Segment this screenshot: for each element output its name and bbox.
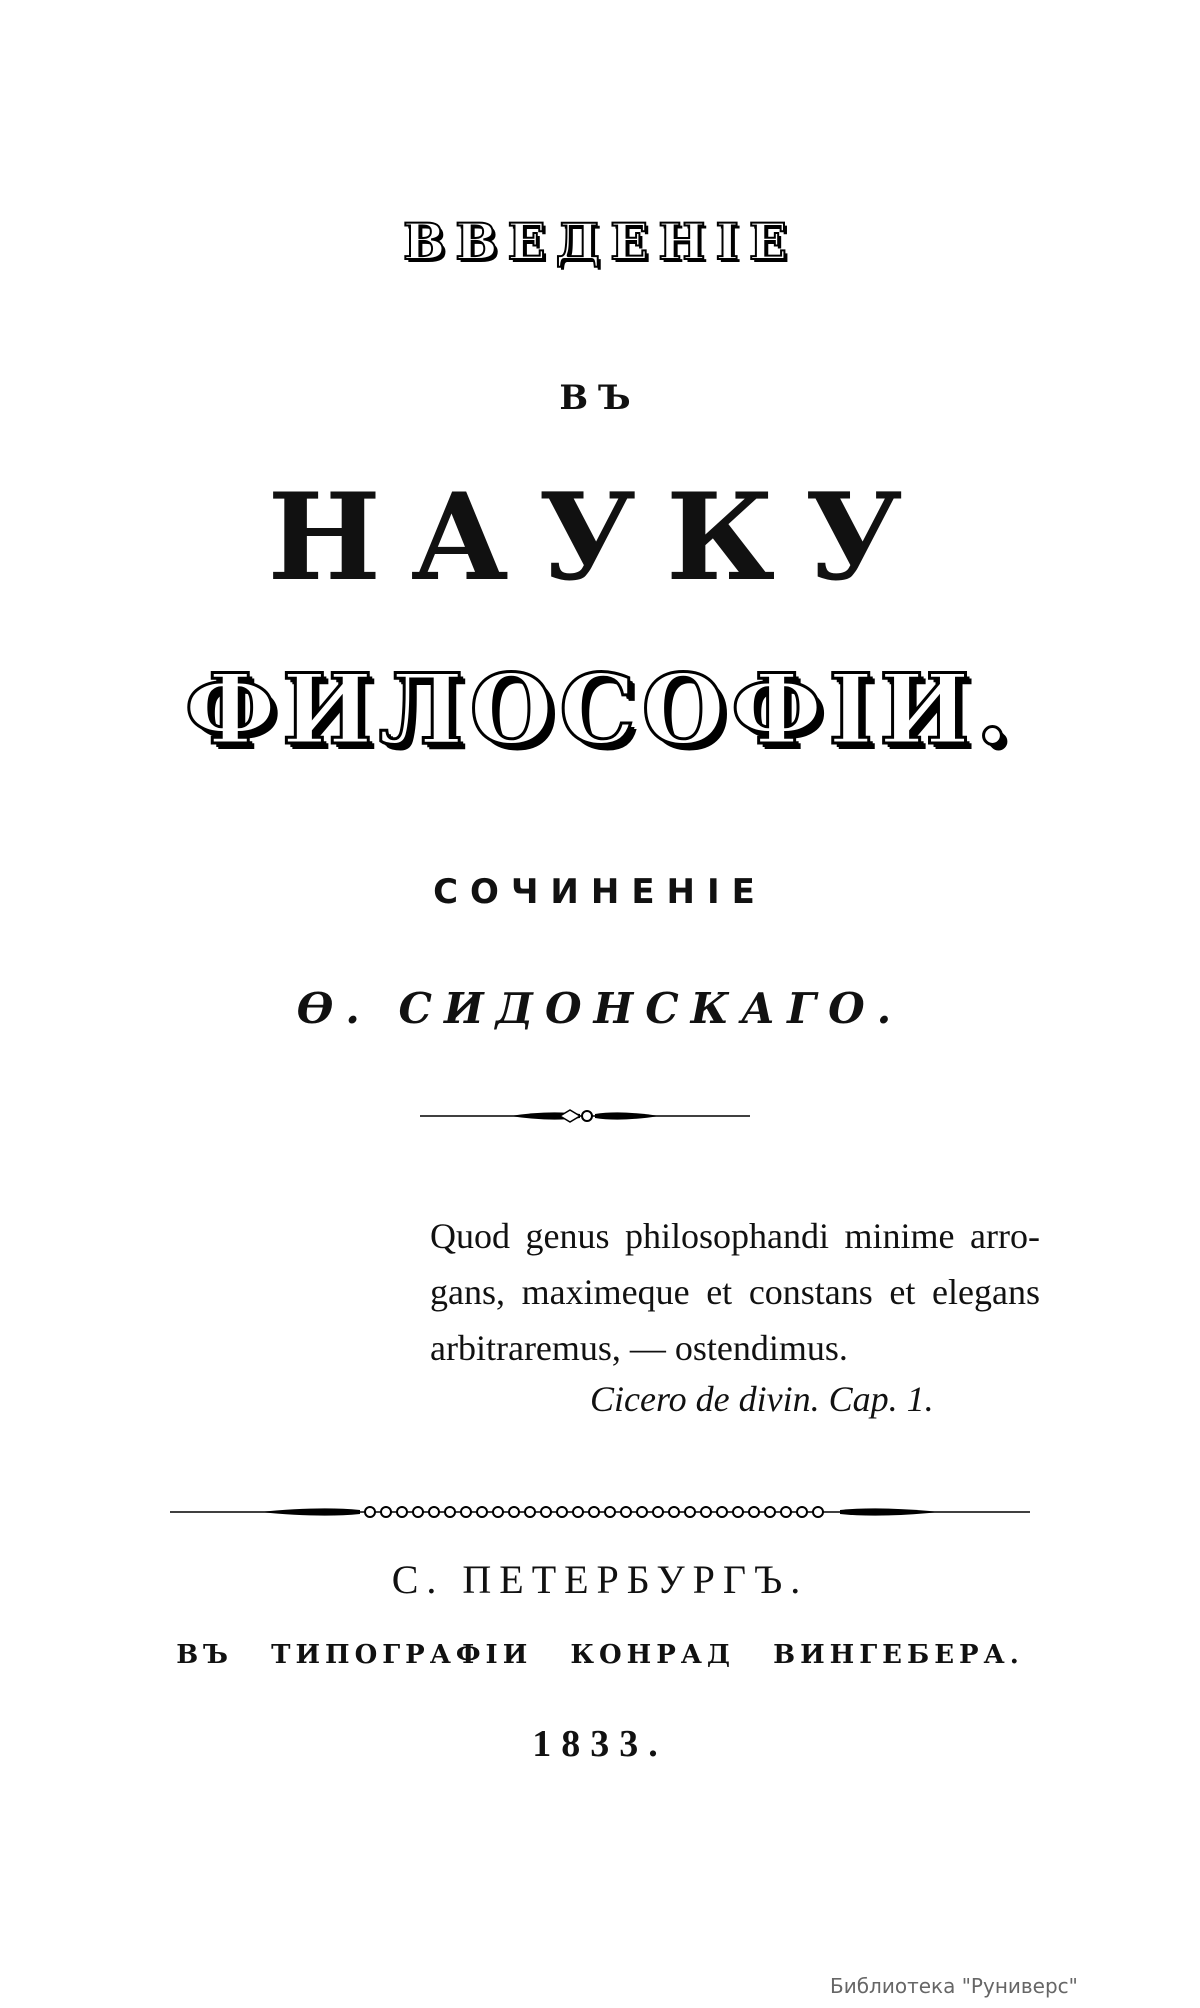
epigraph-line: Quod genus philosophandi minime arro- <box>430 1216 1040 1256</box>
author-name: Ѳ. СИДОНСКАГО. <box>296 984 904 1033</box>
imprint-year: 1833. <box>532 1723 668 1765</box>
title-line-philosophy: ФИЛОСОФІИ. <box>184 653 1016 766</box>
epigraph-line: arbitraremus, — ostendimus. <box>430 1328 848 1368</box>
epigraph-citation: Cicero de divin. Cap. 1. <box>590 1379 934 1419</box>
title-line-science: НАУКУ <box>267 467 933 608</box>
epigraph-line: gans, maximeque et constans et elegans <box>430 1272 1040 1312</box>
library-watermark: Библиотека "Руниверс" <box>830 1974 1078 1998</box>
title-line-into: ВЪ <box>559 378 641 418</box>
imprint-press: ВЪ ТИПОГРАФІИ КОНРАД ВИНГЕБЕРА. <box>176 1640 1024 1670</box>
ornamental-rule-bottom <box>170 1502 1030 1522</box>
composition-label: СОЧИНЕНІЕ <box>433 872 767 912</box>
imprint-city: С. ПЕТЕРБУРГЪ. <box>391 1557 809 1602</box>
epigraph <box>430 1208 1040 1376</box>
ornamental-rule-top <box>420 1104 750 1128</box>
title-line-introduction: ВВЕДЕНІЕ <box>403 212 797 271</box>
